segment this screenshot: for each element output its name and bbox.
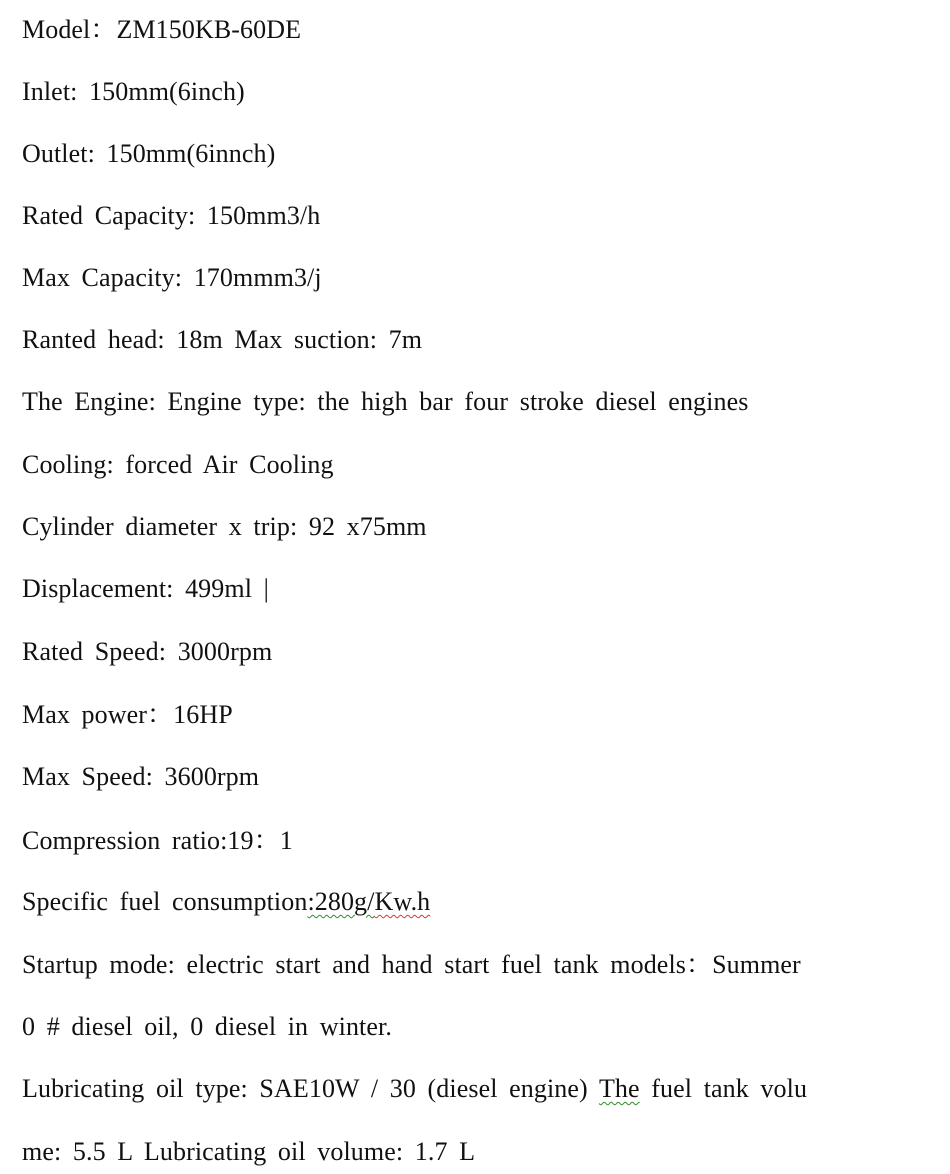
spellcheck-flagged-unit: Kw.h	[374, 887, 431, 916]
spellcheck-flagged-value: :280g/	[307, 887, 375, 916]
spec-line-max-capacity: Max Capacity: 170mmm3/j	[22, 263, 322, 292]
spec-line-diesel-oil: 0 # diesel oil, 0 diesel in winter.	[22, 1012, 392, 1041]
spec-line-volumes: me: 5.5 L Lubricating oil volume: 1.7 L	[22, 1137, 476, 1166]
spec-line-startup-mode: Startup mode: electric start and hand start fuel tank models：Summer	[22, 950, 801, 979]
spec-line-rated-capacity: Rated Capacity: 150mm3/h	[22, 201, 321, 230]
spec-line-cylinder: Cylinder diameter x trip: 92 x75mm	[22, 512, 427, 541]
spec-line-fuel-consumption	[22, 887, 430, 917]
spec-line-cooling: Cooling: forced Air Cooling	[22, 450, 334, 479]
spec-line-head-suction: Ranted head: 18m Max suction: 7m	[22, 325, 423, 354]
spec-line-rated-speed: Rated Speed: 3000rpm	[22, 637, 273, 666]
fuel-consumption-text: Specific fuel consumption	[22, 887, 308, 916]
spec-line-model: Model：ZM150KB-60DE	[22, 15, 302, 44]
spec-line-engine-type: The Engine: Engine type: the high bar four stroke diesel engines	[22, 387, 749, 416]
spec-line-outlet: Outlet: 150mm(6innch)	[22, 139, 276, 168]
spec-line-inlet: Inlet: 150mm(6inch)	[22, 77, 245, 106]
fuel-tank-text: fuel tank volu	[639, 1074, 808, 1103]
spec-line-displacement: Displacement: 499ml |	[22, 574, 269, 603]
spellcheck-flagged-word: The	[598, 1074, 640, 1103]
spec-line-max-speed: Max Speed: 3600rpm	[22, 762, 260, 791]
spec-line-max-power: Max power：16HP	[22, 700, 233, 729]
lubricating-oil-text: Lubricating oil type: SAE10W / 30 (diesel engine)	[22, 1074, 599, 1103]
spec-line-compression: Compression ratio:19：1	[22, 826, 293, 855]
spec-line-lubricating-oil	[22, 1074, 807, 1104]
